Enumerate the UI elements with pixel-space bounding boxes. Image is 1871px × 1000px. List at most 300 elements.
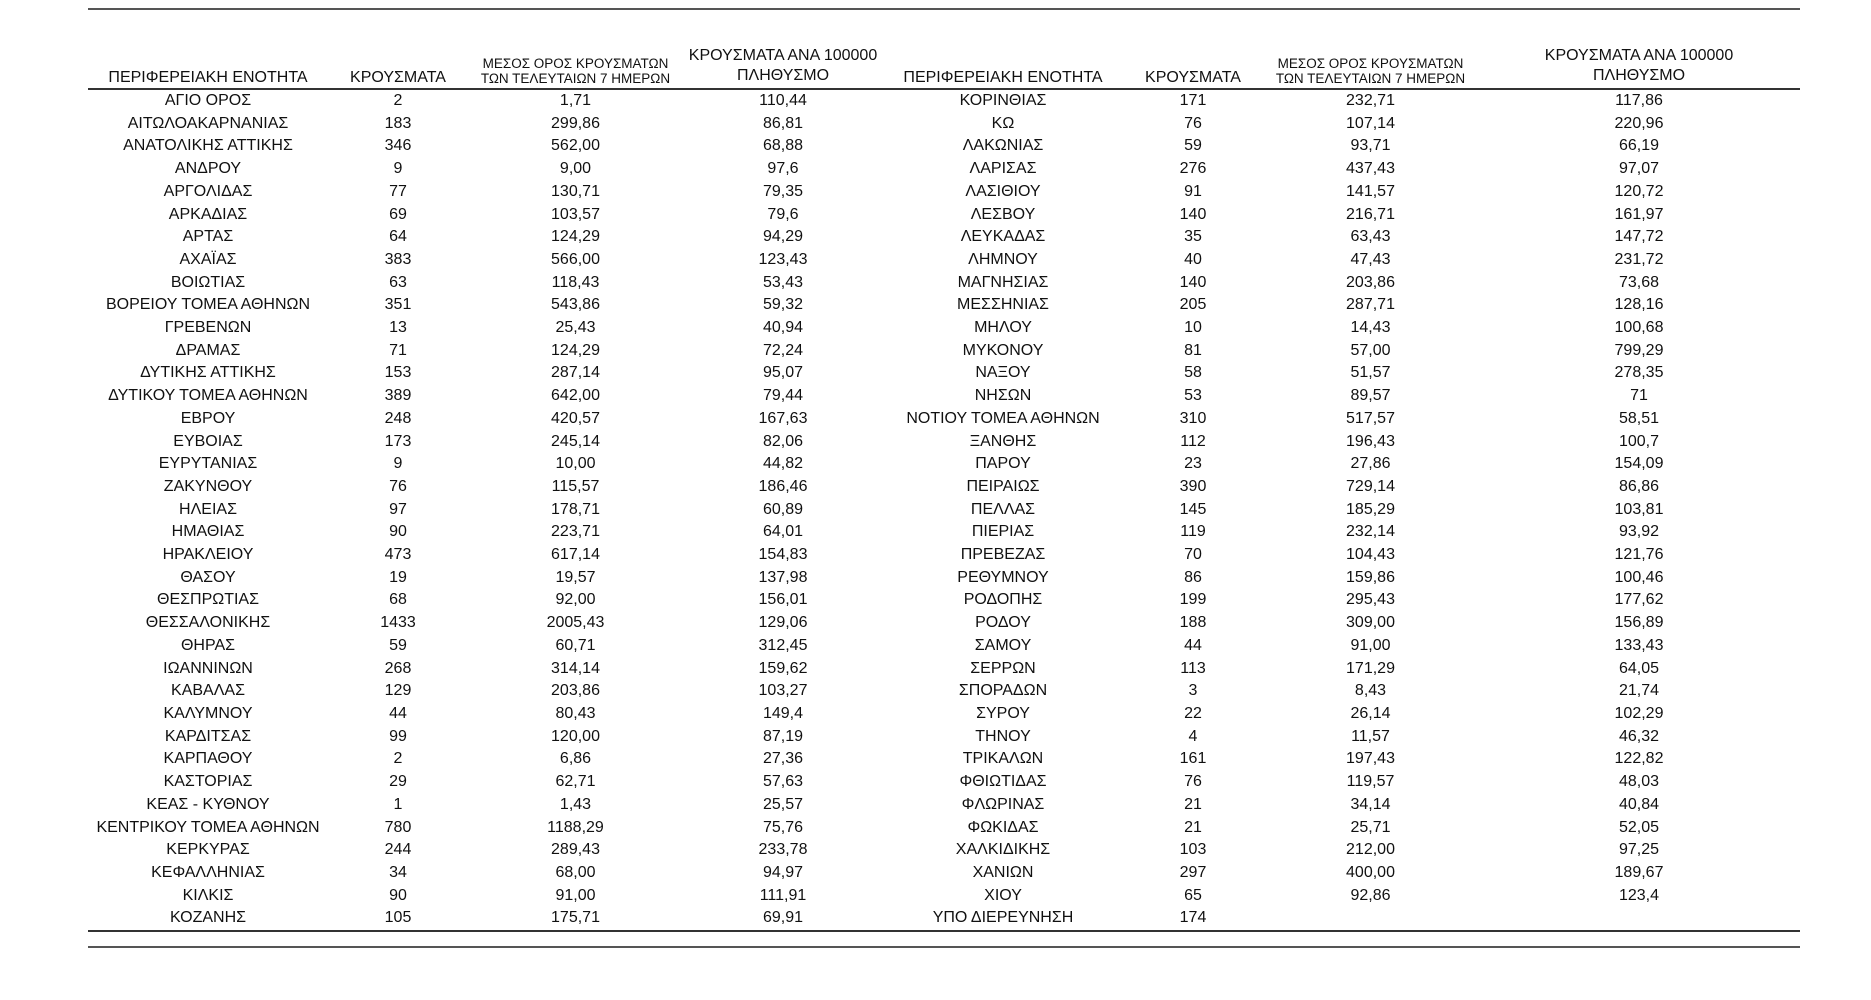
region-cell: ΦΘΙΩΤΙΔΑΣ bbox=[959, 773, 1047, 791]
region-cell: ΚΕΝΤΡΙΚΟΥ ΤΟΜΕΑ ΑΘΗΝΩΝ bbox=[96, 818, 320, 836]
cases-cell: 389 bbox=[384, 387, 412, 405]
avg-7day-cell: 1,43 bbox=[559, 795, 592, 813]
cases-cell: 103 bbox=[1179, 841, 1207, 859]
cases-cell: 171 bbox=[1179, 92, 1207, 109]
avg-7day-cell: 197,43 bbox=[1346, 750, 1395, 768]
region-cell: ΑΙΤΩΛΟΑΚΑΡΝΑΝΙΑΣ bbox=[127, 114, 289, 132]
region-cell: ΔΥΤΙΚΟΥ ΤΟΜΕΑ ΑΘΗΝΩΝ bbox=[108, 387, 308, 405]
bottom-rule bbox=[88, 946, 1800, 948]
avg-7day-cell: 92,00 bbox=[555, 591, 596, 609]
cases-cell: 69 bbox=[389, 205, 407, 223]
region-cell: ΕΥΒΟΙΑΣ bbox=[173, 432, 243, 450]
region-cell: ΒΟΙΩΤΙΑΣ bbox=[170, 273, 246, 291]
avg-7day-cell: 287,71 bbox=[1346, 296, 1395, 314]
avg-7day-cell: 27,86 bbox=[1350, 455, 1391, 473]
cases-cell: 97 bbox=[389, 500, 407, 518]
table-row bbox=[88, 204, 1800, 227]
region-cell: ΚΑΛΥΜΝΟΥ bbox=[163, 704, 253, 722]
cases-cell: 53 bbox=[1184, 387, 1202, 405]
table-row bbox=[88, 362, 1800, 385]
table-row bbox=[88, 431, 1800, 454]
table-row bbox=[88, 680, 1800, 703]
cases-cell: 383 bbox=[384, 250, 412, 268]
per-100k-cell: 94,29 bbox=[762, 228, 804, 246]
cases-cell: 153 bbox=[384, 364, 412, 382]
cases-cell: 86 bbox=[1184, 568, 1202, 586]
per-100k-cell: 75,76 bbox=[762, 818, 804, 836]
per-100k-cell: 79,6 bbox=[767, 205, 799, 223]
avg-7day-cell: 309,00 bbox=[1346, 614, 1395, 632]
cases-cell: 145 bbox=[1179, 500, 1207, 518]
avg-7day-cell: 617,14 bbox=[551, 546, 600, 564]
table-row bbox=[88, 89, 1800, 113]
per-100k-cell: 93,92 bbox=[1618, 523, 1660, 541]
table-row bbox=[88, 817, 1800, 840]
per-100k-cell: 64,01 bbox=[762, 523, 804, 541]
cases-cell: 76 bbox=[1184, 114, 1202, 132]
cases-cell: 351 bbox=[384, 296, 412, 314]
avg-7day-cell: 130,71 bbox=[551, 182, 600, 200]
per-100k-cell: 86,81 bbox=[762, 114, 804, 132]
per-100k-cell: 147,72 bbox=[1614, 228, 1664, 246]
cases-cell: 58 bbox=[1184, 364, 1202, 382]
region-cell: ΑΧΑΪΑΣ bbox=[179, 250, 237, 268]
region-cell: ΛΗΜΝΟΥ bbox=[968, 250, 1038, 268]
avg-7day-cell: 175,71 bbox=[468, 907, 683, 931]
avg-7day-cell: 517,57 bbox=[1346, 409, 1395, 427]
region-cell: ΣΥΡΟΥ bbox=[976, 704, 1030, 722]
region-cell: ΡΕΘΥΜΝΟΥ bbox=[957, 568, 1049, 586]
cases-cell: 19 bbox=[389, 568, 407, 586]
region-cell: ΑΡΚΑΔΙΑΣ bbox=[168, 205, 248, 223]
table-row bbox=[88, 385, 1800, 408]
avg-7day-cell bbox=[1263, 907, 1478, 931]
cases-cell: 113 bbox=[1180, 659, 1206, 677]
avg-7day-cell: 80,43 bbox=[555, 704, 596, 722]
cases-cell: 276 bbox=[1179, 160, 1207, 178]
avg-7day-cell: 60,71 bbox=[555, 636, 596, 654]
avg-7day-cell: 216,71 bbox=[1346, 205, 1395, 223]
header-region: ΠΕΡΙΦΕΡΕΙΑΚΗ ΕΝΟΤΗΤΑ bbox=[883, 46, 1123, 89]
per-100k-cell: 120,72 bbox=[1614, 182, 1664, 200]
region-cell: ΧΑΝΙΩΝ bbox=[972, 863, 1034, 881]
table-row bbox=[88, 771, 1800, 794]
region-cell: ΘΕΣΣΑΛΟΝΙΚΗΣ bbox=[145, 614, 271, 632]
cases-cell: 76 bbox=[1184, 773, 1202, 791]
per-100k-cell: 121,76 bbox=[1614, 546, 1664, 564]
cases-cell: 244 bbox=[384, 841, 412, 859]
region-cell: ΗΡΑΚΛΕΙΟΥ bbox=[162, 546, 254, 564]
avg-7day-cell: 91,00 bbox=[555, 886, 596, 904]
table-body bbox=[88, 89, 1800, 931]
region-cell: ΚΟΡΙΝΘΙΑΣ bbox=[959, 92, 1047, 109]
per-100k-cell: 129,06 bbox=[758, 614, 808, 632]
per-100k-cell: 79,35 bbox=[762, 182, 804, 200]
cases-cell: 90 bbox=[389, 886, 407, 904]
per-100k-cell bbox=[1478, 907, 1800, 931]
region-cell: ΝΗΣΩΝ bbox=[974, 387, 1032, 405]
cases-cell: 183 bbox=[384, 114, 412, 132]
cases-cell: 297 bbox=[1179, 863, 1207, 881]
avg-7day-cell: 57,00 bbox=[1350, 341, 1391, 359]
region-cell: ΛΕΣΒΟΥ bbox=[970, 205, 1036, 223]
cases-cell: 99 bbox=[389, 727, 407, 745]
cases-cell: 22 bbox=[1184, 704, 1202, 722]
region-cell: ΝΟΤΙΟΥ ΤΟΜΕΑ ΑΘΗΝΩΝ bbox=[906, 409, 1100, 427]
avg-7day-cell: 178,71 bbox=[551, 500, 600, 518]
region-cell: ΓΡΕΒΕΝΩΝ bbox=[164, 319, 252, 337]
cases-cell: 473 bbox=[384, 546, 412, 564]
per-100k-cell: 69,91 bbox=[683, 907, 883, 931]
region-cell: ΚΕΡΚΥΡΑΣ bbox=[166, 841, 250, 859]
per-100k-cell: 95,07 bbox=[762, 364, 804, 382]
region-cell: ΒΟΡΕΙΟΥ ΤΟΜΕΑ ΑΘΗΝΩΝ bbox=[105, 296, 311, 314]
region-cell: ΚΩ bbox=[991, 114, 1015, 132]
per-100k-cell: 100,7 bbox=[1618, 432, 1660, 450]
region-cell: ΥΠΟ ΔΙΕΡΕΥΝΗΣΗ bbox=[883, 907, 1123, 931]
region-cell: ΛΑΚΩΝΙΑΣ bbox=[962, 137, 1044, 155]
region-cell: ΧΑΛΚΙΔΙΚΗΣ bbox=[955, 841, 1051, 859]
header-cases: ΚΡΟΥΣΜΑΤΑ bbox=[1123, 46, 1263, 89]
avg-7day-cell: 729,14 bbox=[1346, 477, 1395, 495]
avg-7day-cell: 63,43 bbox=[1350, 228, 1391, 246]
cases-cell: 188 bbox=[1179, 614, 1207, 632]
table-row bbox=[88, 453, 1800, 476]
avg-7day-cell: 295,43 bbox=[1346, 591, 1395, 609]
per-100k-cell: 79,44 bbox=[762, 387, 804, 405]
cases-cell: 35 bbox=[1184, 228, 1202, 246]
avg-7day-cell: 566,00 bbox=[551, 250, 600, 268]
table-row bbox=[88, 612, 1800, 635]
avg-7day-cell: 120,00 bbox=[551, 727, 600, 745]
avg-7day-cell: 119,57 bbox=[1346, 773, 1395, 791]
table-row bbox=[88, 408, 1800, 431]
header-avg-7day: ΜΕΣΟΣ ΟΡΟΣ ΚΡΟΥΣΜΑΤΩΝ ΤΩΝ ΤΕΛΕΥΤΑΙΩΝ 7 ΗΜΕΡΩΝ bbox=[468, 46, 683, 89]
table-row bbox=[88, 794, 1800, 817]
cases-cell: 4 bbox=[1188, 727, 1198, 745]
table-row bbox=[88, 658, 1800, 681]
cases-cell: 68 bbox=[389, 591, 407, 609]
per-100k-cell: 97,07 bbox=[1618, 160, 1660, 178]
avg-7day-cell: 124,29 bbox=[551, 228, 600, 246]
per-100k-cell: 128,16 bbox=[1614, 296, 1664, 314]
region-cell: ΔΡΑΜΑΣ bbox=[175, 341, 241, 359]
region-cell: ΑΡΤΑΣ bbox=[182, 228, 234, 246]
region-cell: ΤΗΝΟΥ bbox=[975, 727, 1031, 745]
table-row bbox=[88, 521, 1800, 544]
region-cell: ΜΥΚΟΝΟΥ bbox=[962, 341, 1044, 359]
avg-7day-cell: 232,71 bbox=[1346, 92, 1395, 109]
per-100k-cell: 27,36 bbox=[762, 750, 804, 768]
per-100k-cell: 66,19 bbox=[1618, 137, 1660, 155]
per-100k-cell: 149,4 bbox=[762, 704, 804, 722]
region-cell: ΣΕΡΡΩΝ bbox=[970, 659, 1036, 677]
avg-7day-cell: 289,43 bbox=[551, 841, 600, 859]
cases-cell: 161 bbox=[1179, 750, 1207, 768]
per-100k-cell: 64,05 bbox=[1618, 659, 1660, 677]
region-cell: ΣΠΟΡΑΔΩΝ bbox=[958, 682, 1048, 700]
table-row bbox=[88, 499, 1800, 522]
avg-7day-cell: 1,71 bbox=[559, 92, 592, 109]
per-100k-cell: 167,63 bbox=[758, 409, 808, 427]
region-cell: ΦΛΩΡΙΝΑΣ bbox=[961, 795, 1045, 813]
avg-7day-cell: 203,86 bbox=[551, 682, 600, 700]
per-100k-cell: 156,01 bbox=[758, 591, 808, 609]
region-cell: ΚΙΛΚΙΣ bbox=[182, 886, 234, 904]
avg-7day-cell: 25,43 bbox=[555, 319, 596, 337]
region-cell: ΞΑΝΘΗΣ bbox=[969, 432, 1037, 450]
region-cell: ΦΩΚΙΔΑΣ bbox=[967, 818, 1039, 836]
avg-7day-cell: 1188,29 bbox=[547, 818, 604, 836]
avg-7day-cell: 223,71 bbox=[551, 523, 600, 541]
per-100k-cell: 60,89 bbox=[762, 500, 804, 518]
per-100k-cell: 156,89 bbox=[1614, 614, 1664, 632]
cases-cell: 77 bbox=[389, 182, 407, 200]
cases-cell: 1 bbox=[393, 795, 403, 813]
per-100k-cell: 189,67 bbox=[1614, 863, 1664, 881]
cases-cell: 90 bbox=[389, 523, 407, 541]
table-row bbox=[88, 249, 1800, 272]
region-cell: ΑΡΓΟΛΙΔΑΣ bbox=[163, 182, 253, 200]
avg-7day-cell: 400,00 bbox=[1346, 863, 1395, 881]
cases-cell: 29 bbox=[389, 773, 407, 791]
per-100k-cell: 72,24 bbox=[762, 341, 804, 359]
cases-cell: 310 bbox=[1179, 409, 1207, 427]
region-cell: ΚΕΦΑΛΛΗΝΙΑΣ bbox=[151, 863, 265, 881]
avg-7day-cell: 185,29 bbox=[1346, 500, 1395, 518]
per-100k-cell: 220,96 bbox=[1614, 114, 1664, 132]
per-100k-cell: 159,62 bbox=[758, 659, 808, 677]
table-row bbox=[88, 589, 1800, 612]
cases-cell: 119 bbox=[1180, 523, 1206, 541]
avg-7day-cell: 26,14 bbox=[1350, 704, 1391, 722]
cases-cell: 390 bbox=[1179, 477, 1207, 495]
table-row bbox=[88, 340, 1800, 363]
per-100k-cell: 117,86 bbox=[1615, 92, 1663, 109]
top-rule bbox=[88, 8, 1800, 10]
cases-table bbox=[88, 46, 1800, 932]
region-cell: ΡΟΔΟΠΗΣ bbox=[963, 591, 1043, 609]
per-100k-cell: 103,81 bbox=[1614, 500, 1664, 518]
table-row bbox=[88, 862, 1800, 885]
per-100k-cell: 133,43 bbox=[1614, 636, 1664, 654]
region-cell: ΘΕΣΠΡΩΤΙΑΣ bbox=[157, 591, 259, 609]
cases-cell: 346 bbox=[384, 137, 412, 155]
per-100k-cell: 21,74 bbox=[1618, 682, 1660, 700]
avg-7day-cell: 212,00 bbox=[1346, 841, 1395, 859]
avg-7day-cell: 19,57 bbox=[555, 568, 596, 586]
cases-cell: 21 bbox=[1184, 795, 1202, 813]
per-100k-cell: 25,57 bbox=[762, 795, 804, 813]
table-row bbox=[88, 567, 1800, 590]
avg-7day-cell: 47,43 bbox=[1350, 250, 1391, 268]
avg-7day-cell: 141,57 bbox=[1346, 182, 1395, 200]
cases-cell: 23 bbox=[1184, 455, 1202, 473]
cases-cell: 199 bbox=[1179, 591, 1207, 609]
avg-7day-cell: 91,00 bbox=[1350, 636, 1391, 654]
per-100k-cell: 48,03 bbox=[1618, 773, 1660, 791]
cases-cell: 173 bbox=[384, 432, 412, 450]
per-100k-cell: 97,6 bbox=[767, 160, 799, 178]
avg-7day-cell: 34,14 bbox=[1350, 795, 1391, 813]
cases-cell: 63 bbox=[389, 273, 407, 291]
region-cell: ΧΙΟΥ bbox=[984, 886, 1022, 904]
avg-7day-cell: 124,29 bbox=[551, 341, 600, 359]
per-100k-cell: 186,46 bbox=[758, 477, 808, 495]
cases-cell: 1433 bbox=[380, 614, 416, 632]
avg-7day-cell: 314,14 bbox=[551, 659, 600, 677]
per-100k-cell: 161,97 bbox=[1614, 205, 1664, 223]
cases-cell: 21 bbox=[1184, 818, 1202, 836]
region-cell: ΕΥΡΥΤΑΝΙΑΣ bbox=[158, 455, 258, 473]
region-cell: ΖΑΚΥΝΘΟΥ bbox=[163, 477, 253, 495]
cases-cell: 76 bbox=[389, 477, 407, 495]
per-100k-cell: 100,46 bbox=[1614, 568, 1664, 586]
table-row bbox=[88, 272, 1800, 295]
cases-cell: 2 bbox=[393, 92, 403, 109]
per-100k-cell: 123,4 bbox=[1618, 886, 1660, 904]
region-cell: ΜΕΣΣΗΝΙΑΣ bbox=[957, 296, 1049, 314]
region-cell: ΛΑΡΙΣΑΣ bbox=[969, 160, 1037, 178]
per-100k-cell: 40,94 bbox=[762, 319, 804, 337]
region-cell: ΠΡΕΒΕΖΑΣ bbox=[960, 546, 1046, 564]
region-cell: ΠΑΡΟΥ bbox=[975, 455, 1031, 473]
cases-cell: 780 bbox=[384, 818, 412, 836]
avg-7day-cell: 287,14 bbox=[551, 364, 600, 382]
cases-cell: 248 bbox=[384, 409, 412, 427]
per-100k-cell: 71 bbox=[1630, 387, 1648, 405]
cases-cell: 105 bbox=[328, 907, 468, 931]
cases-cell: 81 bbox=[1184, 341, 1202, 359]
cases-cell: 2 bbox=[393, 750, 403, 768]
cases-cell: 268 bbox=[384, 659, 412, 677]
per-100k-cell: 137,98 bbox=[758, 568, 808, 586]
region-cell: ΤΡΙΚΑΛΩΝ bbox=[962, 750, 1044, 768]
per-100k-cell: 46,32 bbox=[1618, 727, 1660, 745]
region-cell: ΗΜΑΘΙΑΣ bbox=[171, 523, 245, 541]
avg-7day-cell: 118,43 bbox=[551, 273, 600, 291]
per-100k-cell: 44,82 bbox=[762, 455, 804, 473]
cases-cell: 140 bbox=[1179, 205, 1207, 223]
table-row bbox=[88, 839, 1800, 862]
table-row bbox=[88, 317, 1800, 340]
avg-7day-cell: 104,43 bbox=[1346, 546, 1395, 564]
avg-7day-cell: 543,86 bbox=[551, 296, 600, 314]
avg-7day-cell: 642,00 bbox=[551, 387, 600, 405]
region-cell: ΣΑΜΟΥ bbox=[974, 636, 1032, 654]
region-cell: ΜΗΛΟΥ bbox=[974, 319, 1032, 337]
region-cell: ΛΑΣΙΘΙΟΥ bbox=[965, 182, 1041, 200]
per-100k-cell: 799,29 bbox=[1614, 341, 1664, 359]
per-100k-cell: 86,86 bbox=[1618, 477, 1660, 495]
table-row bbox=[88, 294, 1800, 317]
avg-7day-cell: 171,29 bbox=[1346, 659, 1395, 677]
avg-7day-cell: 420,57 bbox=[551, 409, 600, 427]
header-avg-7day: ΜΕΣΟΣ ΟΡΟΣ ΚΡΟΥΣΜΑΤΩΝ ΤΩΝ ΤΕΛΕΥΤΑΙΩΝ 7 ΗΜΕΡΩΝ bbox=[1263, 46, 1478, 89]
region-cell: ΘΑΣΟΥ bbox=[180, 568, 236, 586]
avg-7day-cell: 107,14 bbox=[1346, 114, 1395, 132]
per-100k-cell: 103,27 bbox=[758, 682, 808, 700]
region-cell: ΝΑΞΟΥ bbox=[975, 364, 1031, 382]
per-100k-cell: 59,32 bbox=[762, 296, 804, 314]
avg-7day-cell: 68,00 bbox=[555, 863, 596, 881]
cases-cell: 91 bbox=[1184, 182, 1202, 200]
table-row bbox=[88, 748, 1800, 771]
avg-7day-cell: 115,57 bbox=[551, 477, 600, 495]
cases-cell: 9 bbox=[393, 455, 403, 473]
per-100k-cell: 58,51 bbox=[1618, 409, 1660, 427]
per-100k-cell: 231,72 bbox=[1614, 250, 1664, 268]
header-row bbox=[88, 46, 1800, 89]
region-cell: ΠΕΛΛΑΣ bbox=[970, 500, 1036, 518]
avg-7day-cell: 10,00 bbox=[555, 455, 596, 473]
per-100k-cell: 68,88 bbox=[762, 137, 804, 155]
region-cell: ΑΓΙΟ ΟΡΟΣ bbox=[164, 92, 252, 109]
per-100k-cell: 53,43 bbox=[762, 273, 804, 291]
cases-cell: 70 bbox=[1184, 546, 1202, 564]
header-region: ΠΕΡΙΦΕΡΕΙΑΚΗ ΕΝΟΤΗΤΑ bbox=[88, 46, 328, 89]
per-100k-cell: 40,84 bbox=[1618, 795, 1660, 813]
region-cell: ΚΑΡΠΑΘΟΥ bbox=[163, 750, 253, 768]
region-cell: ΑΝΔΡΟΥ bbox=[174, 160, 242, 178]
region-cell: ΚΟΖΑΝΗΣ bbox=[88, 907, 328, 931]
avg-7day-cell: 25,71 bbox=[1350, 818, 1391, 836]
per-100k-cell: 73,68 bbox=[1618, 273, 1660, 291]
cases-cell: 10 bbox=[1184, 319, 1202, 337]
region-cell: ΙΩΑΝΝΙΝΩΝ bbox=[163, 659, 253, 677]
avg-7day-cell: 14,43 bbox=[1350, 319, 1391, 337]
cases-cell: 59 bbox=[389, 636, 407, 654]
per-100k-cell: 111,91 bbox=[759, 886, 807, 904]
cases-cell: 44 bbox=[1184, 636, 1202, 654]
region-cell: ΡΟΔΟΥ bbox=[975, 614, 1031, 632]
table-row bbox=[88, 226, 1800, 249]
per-100k-cell: 233,78 bbox=[758, 841, 808, 859]
per-100k-cell: 154,09 bbox=[1614, 455, 1664, 473]
cases-cell: 34 bbox=[389, 863, 407, 881]
cases-cell: 174 bbox=[1123, 907, 1263, 931]
cases-cell: 64 bbox=[389, 228, 407, 246]
cases-cell: 71 bbox=[389, 341, 407, 359]
header-cases: ΚΡΟΥΣΜΑΤΑ bbox=[328, 46, 468, 89]
header-per-100k: ΚΡΟΥΣΜΑΤΑ ΑΝΑ 100000 ΠΛΗΘΥΣΜΟ bbox=[1478, 46, 1800, 89]
avg-7day-cell: 11,57 bbox=[1351, 727, 1390, 745]
per-100k-cell: 57,63 bbox=[762, 773, 804, 791]
avg-7day-cell: 6,86 bbox=[559, 750, 592, 768]
region-cell: ΛΕΥΚΑΔΑΣ bbox=[960, 228, 1046, 246]
region-cell: ΘΗΡΑΣ bbox=[180, 636, 236, 654]
cases-cell: 112 bbox=[1180, 432, 1206, 450]
avg-7day-cell: 299,86 bbox=[551, 114, 600, 132]
avg-7day-cell: 62,71 bbox=[555, 773, 596, 791]
avg-7day-cell: 159,86 bbox=[1346, 568, 1395, 586]
per-100k-cell: 100,68 bbox=[1614, 319, 1664, 337]
cases-cell: 65 bbox=[1184, 886, 1202, 904]
per-100k-cell: 52,05 bbox=[1618, 818, 1660, 836]
per-100k-cell: 278,35 bbox=[1614, 364, 1664, 382]
region-cell: ΚΑΣΤΟΡΙΑΣ bbox=[163, 773, 253, 791]
avg-7day-cell: 9,00 bbox=[559, 160, 592, 178]
cases-cell: 129 bbox=[384, 682, 412, 700]
region-cell: ΚΑΒΑΛΑΣ bbox=[171, 682, 245, 700]
cases-cell: 140 bbox=[1179, 273, 1207, 291]
region-cell: ΠΙΕΡΙΑΣ bbox=[971, 523, 1035, 541]
table-row bbox=[88, 885, 1800, 908]
avg-7day-cell: 437,43 bbox=[1346, 160, 1395, 178]
table-row bbox=[88, 135, 1800, 158]
per-100k-cell: 312,45 bbox=[758, 636, 808, 654]
table-row bbox=[88, 181, 1800, 204]
